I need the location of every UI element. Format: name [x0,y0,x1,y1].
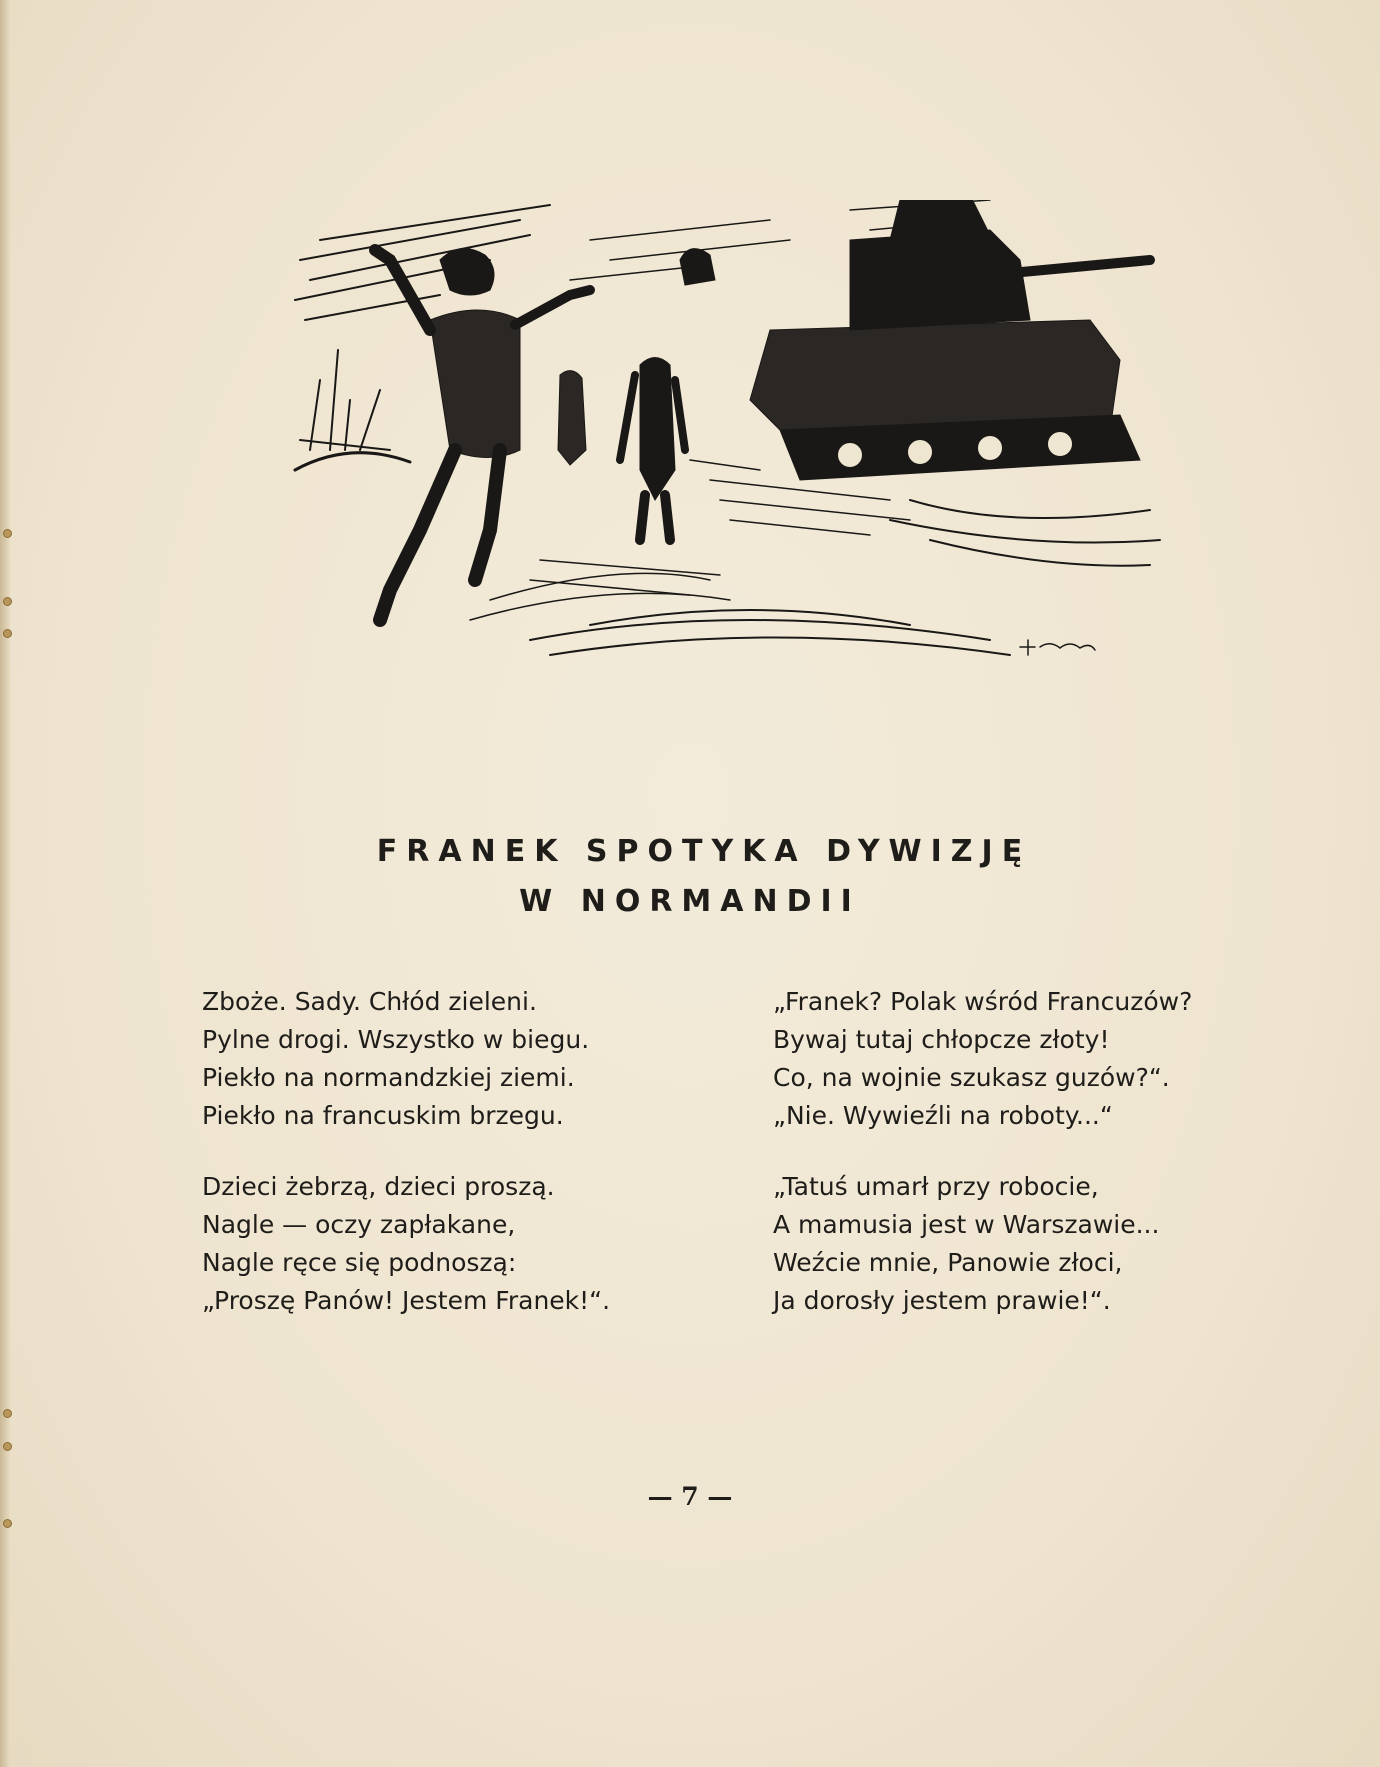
poem-line: Zboże. Sady. Chłód zieleni. [202,987,537,1016]
stanza-left-1 [202,983,589,1135]
poem-line: Nagle — oczy zapłakane, [202,1210,516,1239]
poem-title-line-1: FRANEK SPOTYKA DYWIZJĘ [376,834,1032,869]
stanza-left-2 [202,1168,610,1320]
poem-line: Nagle ręce się podnoszą: [202,1248,517,1277]
binding-stitch [4,1443,11,1450]
poem-line: „Tatuś umarł przy robocie, [773,1172,1099,1201]
binding-stitch [4,1410,11,1417]
poem-line: Piekło na normandzkiej ziemi. [202,1063,575,1092]
stanza-right-2 [773,1168,1159,1320]
binding-stitch [4,630,11,637]
poem-line: Piekło na francuskim brzegu. [202,1101,564,1130]
poem-line: „Proszę Panów! Jestem Franek!“. [202,1286,611,1315]
poem-line: Co, na wojnie szukasz guzów?“. [773,1063,1170,1092]
page-number: — 7 — [647,1482,733,1511]
poem-line: Dzieci żebrzą, dzieci proszą. [202,1172,555,1201]
poem-line: A mamusia jest w Warszawie... [773,1210,1160,1239]
poem-line: „Nie. Wywieźli na roboty...“ [773,1101,1113,1130]
war-illustration [290,200,1180,670]
poem-line: Ja dorosły jestem prawie!“. [773,1286,1111,1315]
binding-stitch [4,598,11,605]
ink-drawing-boy-soldiers-tank [290,200,1180,670]
binding-stitch [4,1520,11,1527]
poem-title-line-2: W NORMANDII [519,884,861,919]
binding-stitch [4,530,11,537]
stanza-right-1 [773,983,1192,1135]
poem-line: „Franek? Polak wśród Francuzów? [773,987,1193,1016]
poem-line: Weźcie mnie, Panowie złoci, [773,1248,1123,1277]
poem-line: Pylne drogi. Wszystko w biegu. [202,1025,590,1054]
poem-line: Bywaj tutaj chłopcze złoty! [773,1025,1110,1054]
